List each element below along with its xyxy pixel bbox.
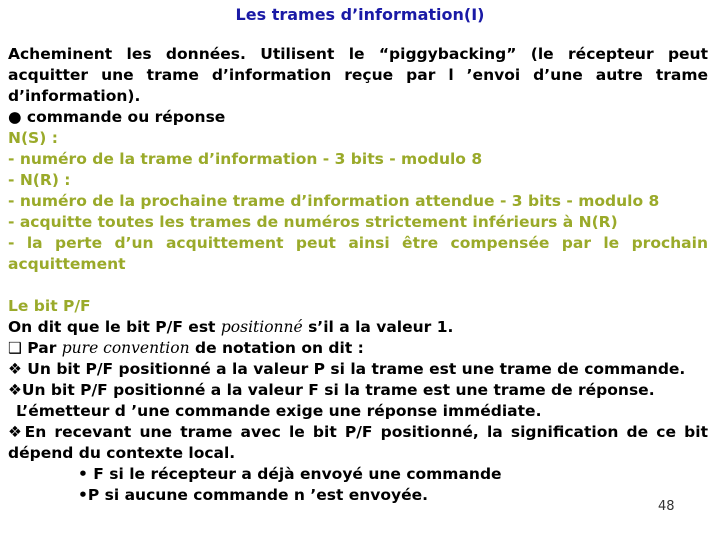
checkbox-bullet-icon: ❑ [8, 339, 22, 357]
convention-emphasis: pure convention [61, 339, 190, 357]
f-response-line [8, 380, 708, 401]
emitter-line: L’émetteur d ’une commande exige une réponse immédiate. [16, 402, 542, 420]
slide-title: Les trames d’information(I) [235, 5, 485, 24]
spacer [8, 275, 708, 296]
context-text: En recevant une trame avec le bit P/F positionné, la signification de ce bit dépend du contexte local. [8, 423, 708, 462]
pf-header: Le bit P/F [8, 297, 91, 315]
diamond-bullet-icon: ❖ [8, 360, 22, 378]
nr-acknowledge: - acquitte toutes les trames de numéros strictement inférieurs à N(R) [8, 213, 618, 231]
nr-loss-compensation: - la perte d’un acquittement peut ainsi être compensée par le prochain acquittement [8, 234, 708, 273]
p-case-line: •P si aucune commande n ’est envoyée. [78, 486, 429, 504]
ns-description: - numéro de la trame d’information - 3 bits - modulo 8 [8, 150, 483, 168]
page-number: 48 [658, 499, 675, 514]
context-line [8, 422, 708, 464]
pf-definition-emphasis: positionné [220, 318, 303, 336]
diamond-bullet-icon: ❖ [8, 381, 22, 399]
nr-header: - N(R) : [8, 171, 71, 189]
f-case-line: • F si le récepteur a déjà envoyé une commande [78, 465, 502, 483]
p-command-line [8, 359, 708, 380]
f-response-text: Un bit P/F positionné a la valeur F si la trame est une trame de réponse. [21, 381, 655, 399]
convention-line [8, 338, 708, 359]
diamond-bullet-icon: ❖ [8, 423, 25, 441]
convention-text-c: de notation on dit : [189, 339, 364, 357]
nr-description: - numéro de la prochaine trame d’information attendue - 3 bits - modulo 8 [8, 192, 660, 210]
p-command-text: Un bit P/F positionné a la valeur P si la trame est une trame de commande. [21, 360, 686, 378]
pf-definition-text-c: s’il a la valeur 1. [302, 318, 454, 336]
convention-text-a: Par [21, 339, 62, 357]
intro-paragraph: Acheminent les données. Utilisent le “piggybacking” (le récepteur peut acquitter une trame d’information reçue par l ’envoi d’une autre trame d’information). [8, 45, 708, 105]
slide-body [8, 44, 708, 506]
pf-definition [8, 317, 708, 338]
pf-definition-text-a: On dit que le bit P/F est [8, 318, 221, 336]
ns-header: N(S) : [8, 129, 58, 147]
command-response-line: ● commande ou réponse [8, 108, 226, 126]
